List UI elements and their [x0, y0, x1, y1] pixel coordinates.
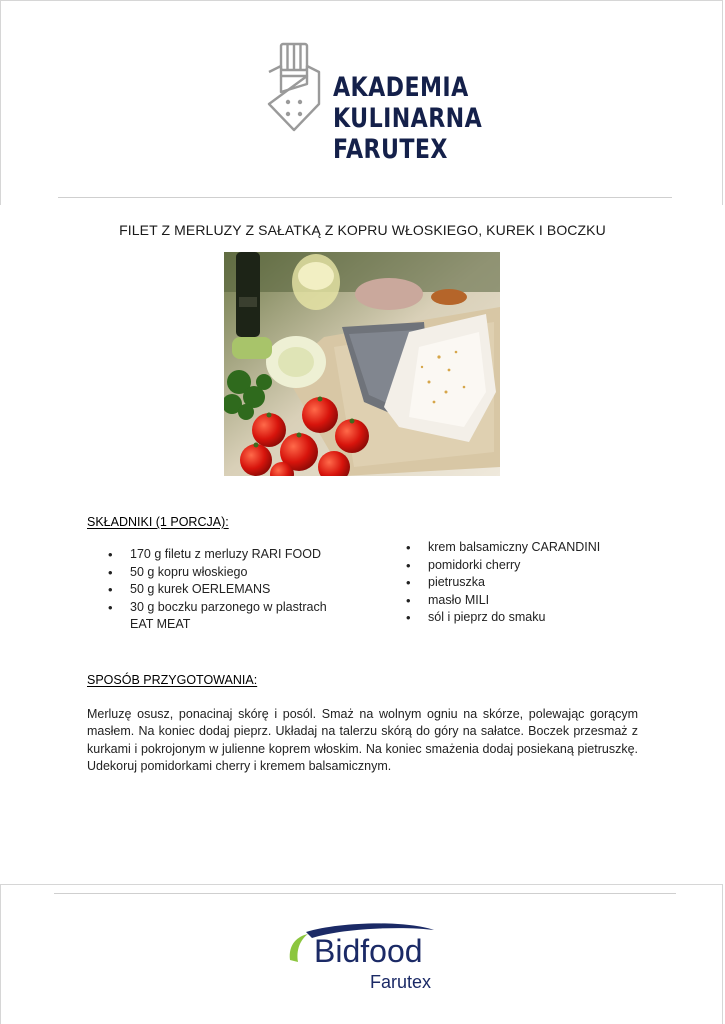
bidfood-logo — [284, 922, 446, 994]
list-item-continuation — [108, 616, 358, 634]
recipe-title: FILET Z MERLUZY Z SAŁATKĄ Z KOPRU WŁOSKIEGO, KUREK I BOCZKU — [119, 222, 606, 238]
list-item: • 170 g filetu z merluzy RARI FOOD — [108, 546, 358, 564]
list-item: • sól i pieprz do smaku — [406, 609, 636, 627]
logo-line-1: AKADEMIA — [333, 72, 469, 103]
ingredients-heading: SKŁADNIKI (1 PORCJA): — [87, 515, 229, 529]
list-item: • masło MILI — [406, 592, 636, 610]
list-item: • 50 g kopru włoskiego — [108, 564, 358, 582]
logo-line-3: FARUTEX — [333, 134, 448, 165]
preparation-heading: SPOSÓB PRZYGOTOWANIA: — [87, 673, 258, 687]
bidfood-brand-text: Bidfood — [314, 933, 423, 969]
preparation-text: Merluzę osusz, ponacinaj skórę i posól. Smaż na wolnym ogniu na skórze, polewając gorącym masłem. Na koniec dodaj pieprz. Układaj na talerzu skórą do góry na sałatce. Boczek przesmaż z kurkami i pokrojonym w julienne koprem włoskim. Na koniec smażenia dodaj posiekaną pietruszkę. Udekoruj pomidorkami cherry i kremem balsamicznym. — [87, 707, 638, 774]
list-item-continuation-text: EAT MEAT — [130, 617, 191, 632]
ingredients-list-right — [406, 539, 636, 627]
akademia-logo-text — [333, 72, 482, 165]
hake-fillet-with-tomatoes-photo — [224, 252, 500, 476]
list-item: • pietruszka — [406, 574, 636, 592]
ingredients-list-left — [108, 546, 358, 634]
farutex-brand-text: Farutex — [370, 972, 432, 992]
list-item: • pomidorki cherry — [406, 557, 636, 575]
list-item: • 30 g boczku parzonego w plastrach — [108, 599, 358, 617]
chef-hat-icon — [266, 42, 326, 134]
header-divider — [58, 197, 672, 198]
footer-divider — [54, 893, 676, 894]
logo-line-2: KULINARNA — [333, 103, 483, 134]
list-item: • 50 g kurek OERLEMANS — [108, 581, 358, 599]
list-item: • krem balsamiczny CARANDINI — [406, 539, 636, 557]
